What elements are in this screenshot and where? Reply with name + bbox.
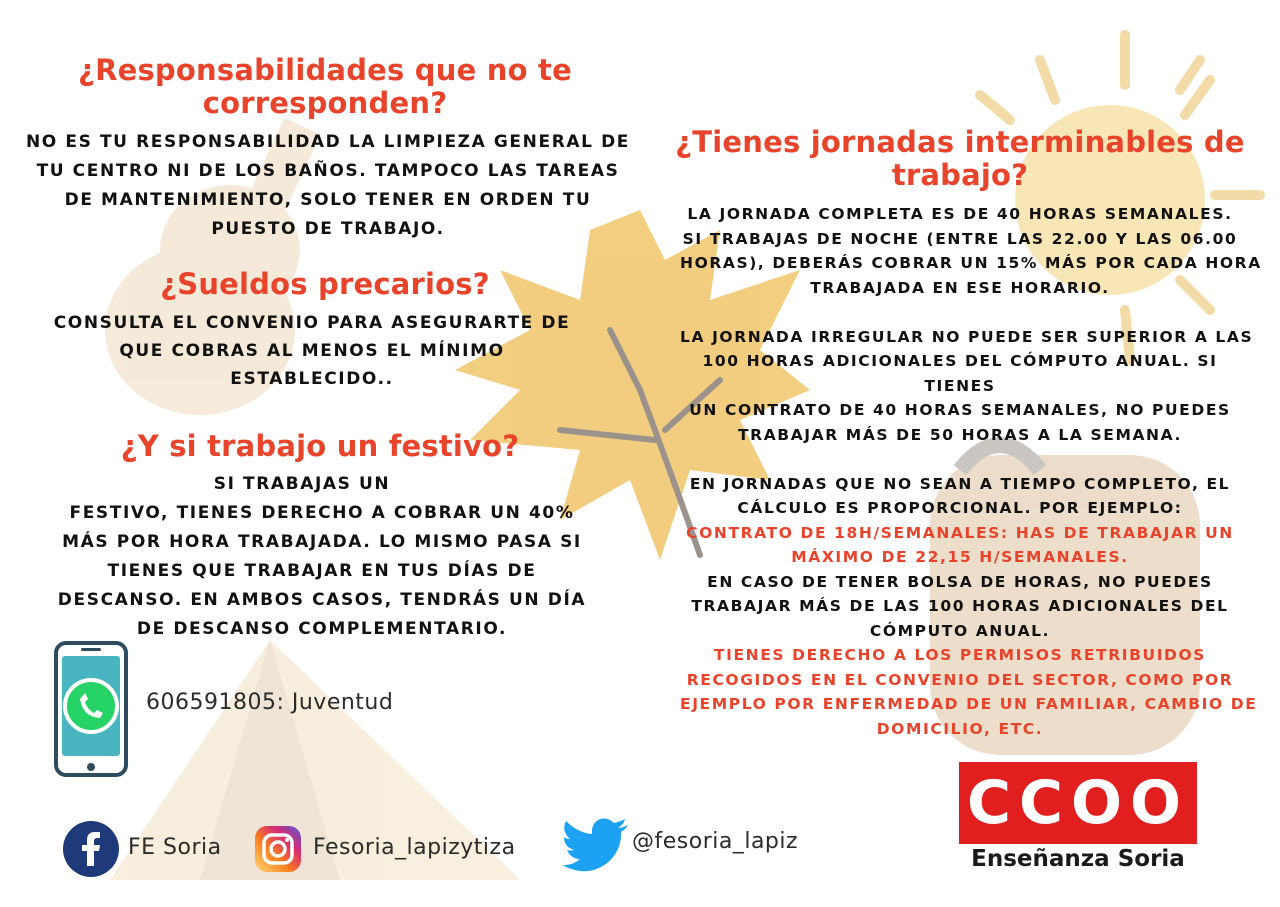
whatsapp-phone-icon [53, 640, 129, 778]
twitter-icon[interactable] [562, 818, 630, 876]
long-hours-text: LA JORNADA COMPLETA ES DE 40 HORAS SEMANALES. SI TRABAJAS DE NOCHE (ENTRE LAS 22.00 Y LAS 06.00 HORAS), DEBERÁS COBRAR UN 15% MÁS POR CADA HORA TRABAJADA EN ESE HORARIO. LA JORNADA IRREGULAR NO PUEDE SER SUPERIOR A LAS 100 HORAS ADICIONALES DEL CÓMPUTO ANUAL. SI TIENES UN CONTRATO DE 40 HORAS SEMANALES, NO PUEDES TRABAJAR MÁS DE 50 HORAS A LA SEMANA. EN JORNADAS QUE NO SEAN A TIEMPO COMPLETO, EL CÁLCULO ES PROPORCIONAL. POR EJEMPLO: CONTRATO DE 18H/SEMANALES: HAS DE TRABAJAR UN MÁXIMO DE 22,15 H/SEMANALES. EN CASO DE TENER BOLSA DE HORAS, NO PUEDES TRABAJAR MÁS DE LAS 100 HORAS ADICIONALES DEL CÓMPUTO ANUAL. TIENES DERECHO A LOS PERMISOS RETRIBUIDOS RECOGIDOS EN EL CONVENIO DEL SECTOR, COMO POR EJEMPLO POR ENFERMEDAD DE UN FAMILIAR, CAMBIO DE DOMICILIO, ETC. [680, 205, 1262, 738]
responsibilities-text: NO ES TU RESPONSABILIDAD LA LIMPIEZA GENERAL DE TU CENTRO NI DE LOS BAÑOS. TAMPOCO LAS TAREAS DE MANTENIMIENTO, SOLO TENER EN ORDEN TU PUESTO DE TRABAJO. [25, 132, 631, 239]
facebook-handle[interactable]: FE Soria [128, 835, 222, 860]
holiday-title: ¿Y si trabajo un festivo? [120, 429, 520, 463]
ccoo-logo [959, 762, 1197, 844]
wages-title: ¿Sueldos precarios? [160, 267, 490, 301]
twitter-handle[interactable]: @fesoria_lapiz [632, 829, 799, 854]
ccoo-logo-text: CCOO [966, 768, 1190, 838]
instagram-icon[interactable] [254, 825, 302, 873]
long-hours-title: ¿Tienes jornadas interminables de trabajo? [675, 125, 1245, 192]
wages-text: CONSULTA EL CONVENIO PARA ASEGURARTE DE QUE COBRAS AL MENOS EL MÍNIMO ESTABLECIDO.. [53, 313, 571, 389]
responsibilities-title: ¿Responsabilidades que no te corresponden? [78, 53, 572, 120]
whatsapp-number[interactable]: 606591805: Juventud [146, 690, 394, 715]
holiday-text: SI TRABAJAS UN FESTIVO, TIENES DERECHO A COBRAR UN 40% MÁS POR HORA TRABAJADA. LO MISMO PASA SI TIENES QUE TRABAJAR EN TUS DÍAS DE DESCANSO. EN AMBOS CASOS, TENDRÁS UN DÍA DE DESCANSO COMPLEMENTARIO. [57, 474, 587, 639]
facebook-icon[interactable] [62, 820, 120, 878]
ccoo-logo-subtitle: Enseñanza Soria [971, 846, 1185, 872]
instagram-handle[interactable]: Fesoria_lapizytiza [313, 835, 516, 860]
